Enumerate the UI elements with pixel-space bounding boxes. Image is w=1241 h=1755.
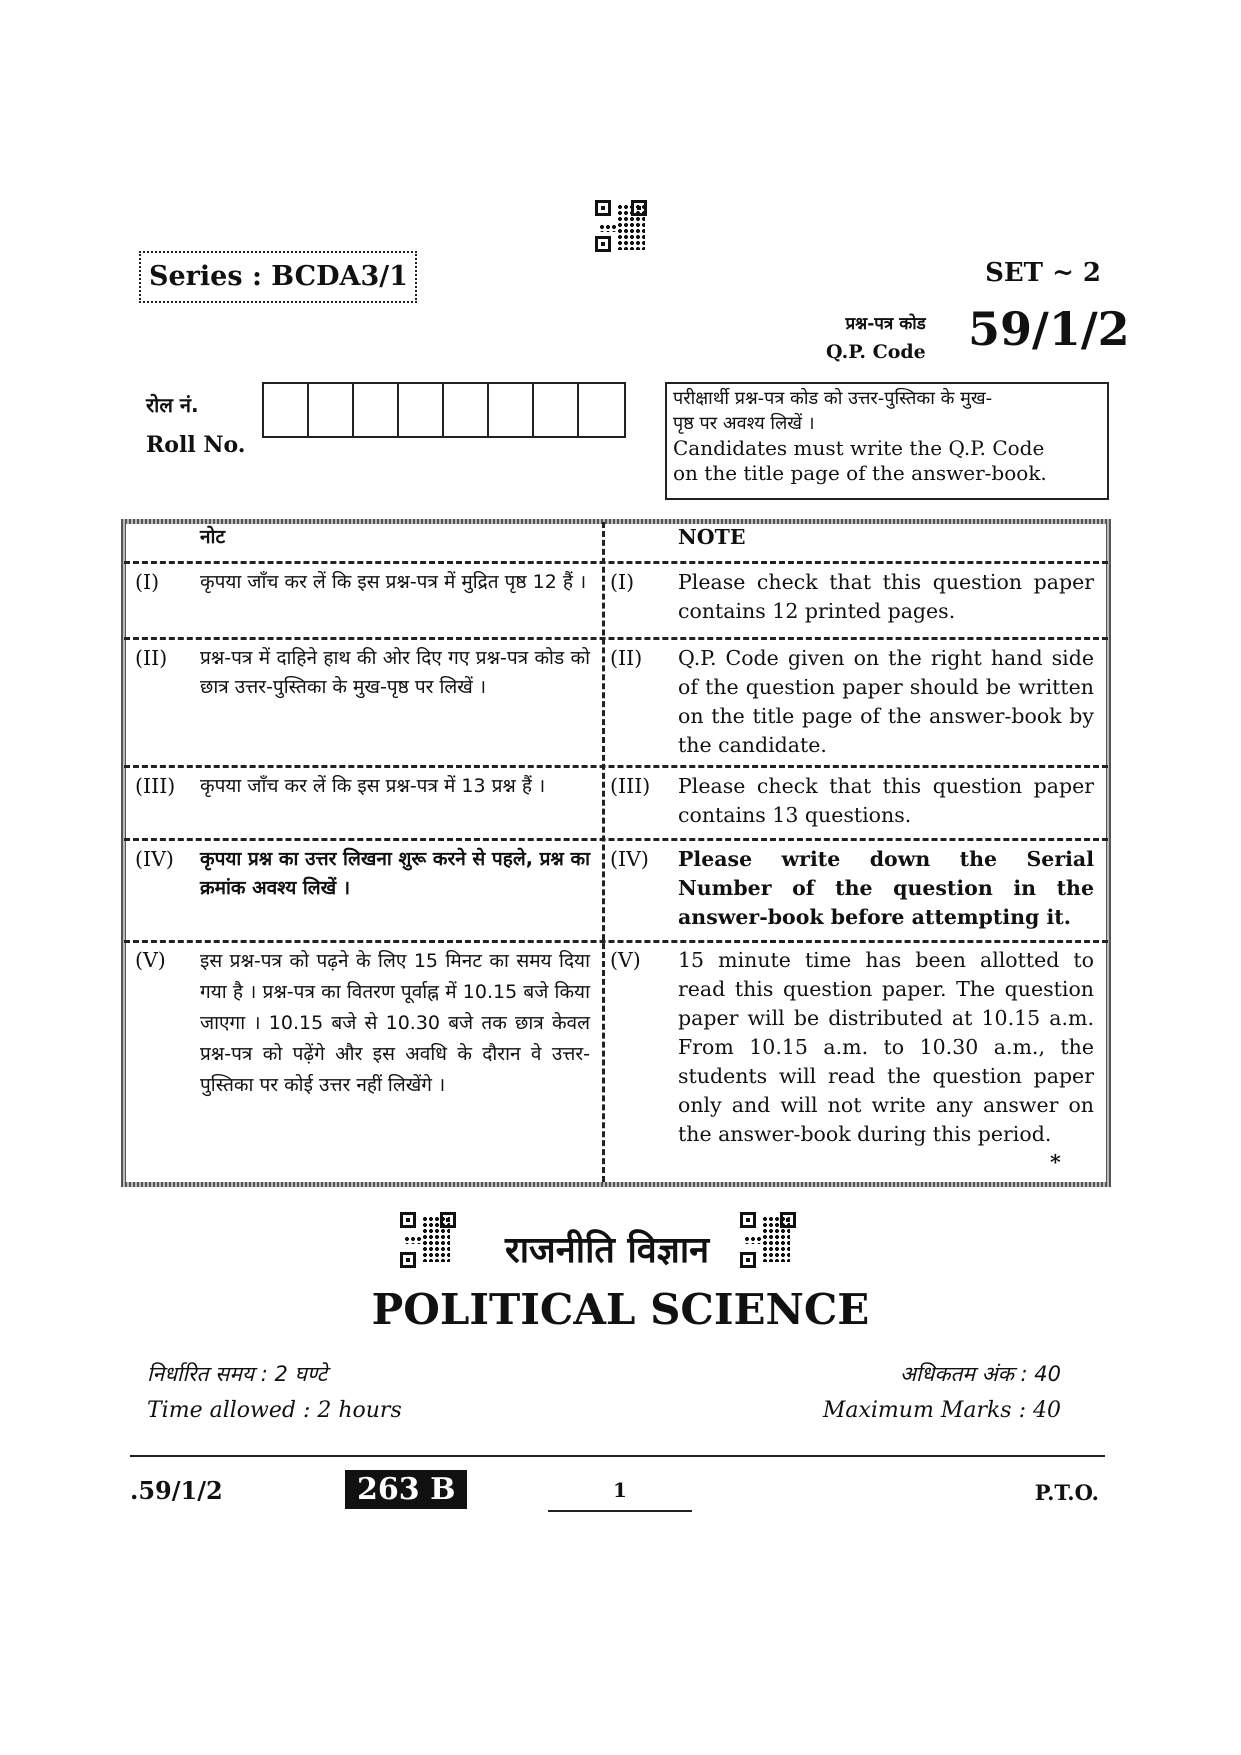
roll-digit-box[interactable] xyxy=(579,384,624,436)
note-table-divider xyxy=(602,522,605,1182)
note-text-hindi: इस प्रश्न-पत्र को पढ़ने के लिए 15 मिनट का समय दिया गया है । प्रश्न-पत्र का वितरण पूर्वाह्न में 10.15 बजे किया जाएगा । 10.15 बजे से 10.30 बजे तक छात्र केवल प्रश्न-पत्र को पढ़ेंगे और इस अवधि के दौरान वे उत्तर-पुस्तिका पर कोई उत्तर नहीं लिखेंगे । xyxy=(200,950,590,1096)
max-marks-hindi: अधिकतम अंक : 40 xyxy=(899,1362,1061,1386)
note-number: (III) xyxy=(610,774,651,798)
series-label: Series : BCDA3/1 xyxy=(139,251,417,303)
subject-title-en: POLITICAL SCIENCE xyxy=(371,1285,870,1334)
row-separator xyxy=(124,637,1108,640)
qp-code-label-en: Q.P. Code xyxy=(826,341,926,363)
row-separator xyxy=(124,765,1108,768)
note-number: (II) xyxy=(135,646,168,670)
candidate-instruction-box xyxy=(665,382,1109,500)
candidate-instruction-hindi-2: पृष्ठ पर अवश्य लिखें । xyxy=(673,413,815,434)
footer-rule xyxy=(130,1455,1105,1457)
roll-digit-box[interactable] xyxy=(264,384,309,436)
subject-title-hindi: राजनीति विज्ञान xyxy=(505,1230,710,1271)
row-separator xyxy=(124,838,1108,841)
note-text-en: Please write down the Serial Number of the question in the answer-book before attempting it. xyxy=(678,847,1094,929)
pto-label: P.T.O. xyxy=(1034,1480,1099,1505)
note-heading-hindi: नोट xyxy=(200,526,226,548)
roll-label-en: Roll No. xyxy=(146,432,246,458)
note-text-en: 15 minute time has been allotted to read this question paper. The question paper will be distributed at 10.15 a.m. From 10.15 a.m. to 10.30 a.m., the students will read the question paper only and will not write any answer on the answer-book during this period. xyxy=(678,948,1094,1146)
candidate-instruction-hindi-1: परीक्षार्थी प्रश्न-पत्र कोड को उत्तर-पुस्तिका के मुख- xyxy=(673,388,993,409)
roll-digit-box[interactable] xyxy=(444,384,489,436)
qp-code-label-hindi: प्रश्न-पत्र कोड xyxy=(845,314,926,334)
note-number: (III) xyxy=(135,774,176,798)
roll-digit-box[interactable] xyxy=(354,384,399,436)
note-text-hindi: कृपया जाँच कर लें कि इस प्रश्न-पत्र में 13 प्रश्न हैं । xyxy=(200,775,546,797)
note-number: (V) xyxy=(610,948,641,972)
note-number: (IV) xyxy=(610,847,649,871)
note-text-en: Q.P. Code given on the right hand side of the question paper should be written on the title page of the answer-book by the candidate. xyxy=(678,646,1094,757)
set-number: SET ~ 2 xyxy=(985,258,1101,288)
note-text-en: Please check that this question paper contains 12 printed pages. xyxy=(678,570,1094,623)
note-number: (V) xyxy=(135,948,166,972)
candidate-instruction-en-2: on the title page of the answer-book. xyxy=(673,461,1047,485)
note-text-hindi: प्रश्न-पत्र में दाहिने हाथ की ओर दिए गए प्रश्न-पत्र कोड को छात्र उत्तर-पुस्तिका के मुख-पृष्ठ पर लिखें । xyxy=(200,647,590,698)
roll-digit-box[interactable] xyxy=(309,384,354,436)
note-text-hindi: कृपया जाँच कर लें कि इस प्रश्न-पत्र में मुद्रित पृष्ठ 12 हैं । xyxy=(200,571,587,593)
qr-code-right xyxy=(740,1212,800,1272)
roll-number-boxes[interactable] xyxy=(262,382,626,438)
row-separator xyxy=(124,561,1108,564)
note-number: (I) xyxy=(610,570,635,594)
note-number: (I) xyxy=(135,570,160,594)
time-allowed-hindi: निर्धारित समय : 2 घण्टे xyxy=(147,1362,328,1386)
note-heading-en: NOTE xyxy=(678,525,746,549)
time-allowed-en: Time allowed : 2 hours xyxy=(147,1398,402,1423)
roll-digit-box[interactable] xyxy=(489,384,534,436)
note-number: (IV) xyxy=(135,847,174,871)
row-separator xyxy=(124,940,1108,943)
roll-number-label xyxy=(146,385,245,465)
note-text-en: Please check that this question paper contains 13 questions. xyxy=(678,774,1094,827)
note-star: * xyxy=(1050,1150,1061,1174)
qr-code-top xyxy=(595,200,649,254)
note-text-hindi: कृपया प्रश्न का उत्तर लिखना शुरू करने से पहले, प्रश्न का क्रमांक अवश्य लिखें । xyxy=(200,848,590,899)
footer-badge: 263 B xyxy=(345,1470,467,1509)
qp-code: 59/1/2 xyxy=(968,302,1130,356)
page-number: 1 xyxy=(548,1478,692,1512)
candidate-instruction-en-1: Candidates must write the Q.P. Code xyxy=(673,436,1045,460)
roll-digit-box[interactable] xyxy=(534,384,579,436)
max-marks-en: Maximum Marks : 40 xyxy=(822,1398,1061,1423)
roll-label-hindi: रोल नं. xyxy=(146,393,199,417)
note-number: (II) xyxy=(610,646,643,670)
qr-code-left xyxy=(400,1212,460,1272)
roll-digit-box[interactable] xyxy=(399,384,444,436)
qp-code-label xyxy=(826,310,926,366)
footer-paper-code: .59/1/2 xyxy=(130,1476,223,1505)
